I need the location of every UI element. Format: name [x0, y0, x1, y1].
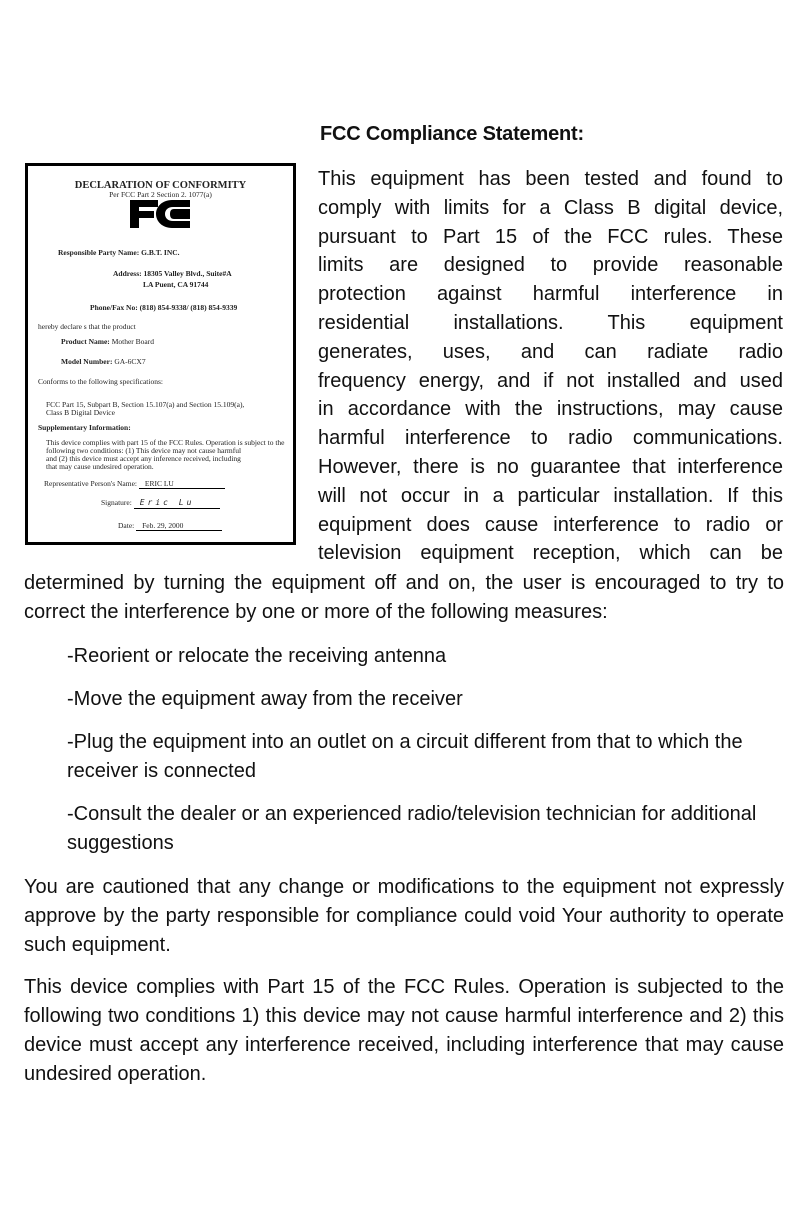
intro-continuation-line-2: correct the interference by one or more of the following measures: [24, 601, 608, 623]
date-row [118, 522, 222, 531]
supp-line-4: that may cause undesired operation. [46, 462, 154, 471]
declaration-title: DECLARATION OF CONFORMITY [74, 180, 247, 191]
section-heading: FCC Compliance Statement: [320, 123, 584, 145]
intro-continuation-line-1: determined by turning the equipment off and on, the user is encouraged to try to [24, 572, 784, 594]
date-value: Feb. 29, 2000 [136, 522, 222, 531]
supp-line-1: This device complies with part 15 of the FCC Rules. Operation is subject to the [46, 438, 285, 447]
intro-line: generates, uses, and can radiate radio [318, 340, 783, 363]
representative-row [44, 480, 225, 489]
date-label: Date: [118, 521, 135, 530]
intro-line: equipment does cause interference to radio or [318, 513, 783, 536]
measure-item: -Plug the equipment into an outlet on a circuit different from that to which the receiver is connected [67, 731, 743, 782]
model-number-value: GA-6CX7 [114, 357, 146, 366]
intro-line: will not occur in a particular installation. If this [318, 484, 783, 507]
measure-item: -Move the equipment away from the receiver [67, 688, 463, 710]
intro-line: frequency energy, and if not installed and used [318, 369, 783, 392]
intro-line: limits are designed to provide reasonable [318, 254, 783, 277]
representative-value: ERIC LU [139, 480, 225, 489]
supp-line-3: and (2) this device must accept any inference received, including [46, 454, 241, 463]
product-name-label: Product Name: [61, 337, 110, 346]
signature-label: Signature: [101, 498, 132, 507]
spec-line-2: Class B Digital Device [46, 408, 115, 417]
declaration-subtitle: Per FCC Part 2 Section 2. 1077(a) [109, 190, 212, 199]
signature-row [101, 499, 220, 509]
address-line-2: LA Puent, CA 91744 [143, 280, 209, 289]
compliance-paragraph: This device complies with Part 15 of the FCC Rules. Operation is subjected to the following two conditions 1) this device may not cause harmful interference and 2) this device must accept any interference received, including interference that may cause undesired operation. [24, 976, 784, 1085]
responsible-party: Responsible Party Name: G.B.T. INC. [58, 248, 180, 257]
intro-line: However, there is no guarantee that interference [318, 455, 783, 478]
intro-line: protection against harmful interference in [318, 283, 783, 306]
representative-label: Representative Person's Name: [44, 479, 137, 488]
product-name-row [61, 338, 154, 346]
conforms-text: Conforms to the following specifications: [38, 377, 163, 386]
intro-line: in accordance with the instructions, may cause [318, 398, 783, 421]
model-number-label: Model Number: [61, 357, 113, 366]
address-line-1: Address: 18305 Valley Blvd., Suite#A [113, 269, 232, 278]
declaration-of-conformity-box [25, 163, 296, 545]
intro-line: harmful interference to radio communications. [318, 427, 783, 450]
intro-line: comply with limits for a Class B digital device, [318, 196, 783, 219]
signature-value: Eric Lu [134, 499, 220, 509]
supplementary-label: Supplementary Information: [38, 423, 131, 432]
measure-item: -Reorient or relocate the receiving antenna [67, 645, 447, 667]
intro-line: residential installations. This equipment [318, 311, 783, 334]
phone-fax: Phone/Fax No: (818) 854-9338/ (818) 854-9339 [90, 303, 238, 312]
supp-line-2: following two conditions: (1) This device may not cause harmful [46, 446, 242, 455]
intro-line: television equipment reception, which can be [318, 542, 783, 565]
fcc-logo-icon [128, 198, 194, 230]
caution-paragraph: You are cautioned that any change or modifications to the equipment not expressly approve by the party responsible for compliance could void Your authority to operate such equipment. [24, 876, 784, 956]
hereby-text: hereby declare s that the product [38, 322, 136, 331]
intro-line: pursuant to Part 15 of the FCC rules. These [318, 225, 783, 248]
measure-item: -Consult the dealer or an experienced radio/television technician for additional suggestions [67, 803, 757, 854]
intro-paragraph [318, 165, 783, 568]
intro-line: This equipment has been tested and found to [318, 168, 783, 190]
product-name-value: Mother Board [111, 337, 154, 346]
model-number-row [61, 358, 146, 366]
spec-line-1: FCC Part 15, Subpart B, Section 15.107(a) and Section 15.109(a), [46, 400, 245, 409]
